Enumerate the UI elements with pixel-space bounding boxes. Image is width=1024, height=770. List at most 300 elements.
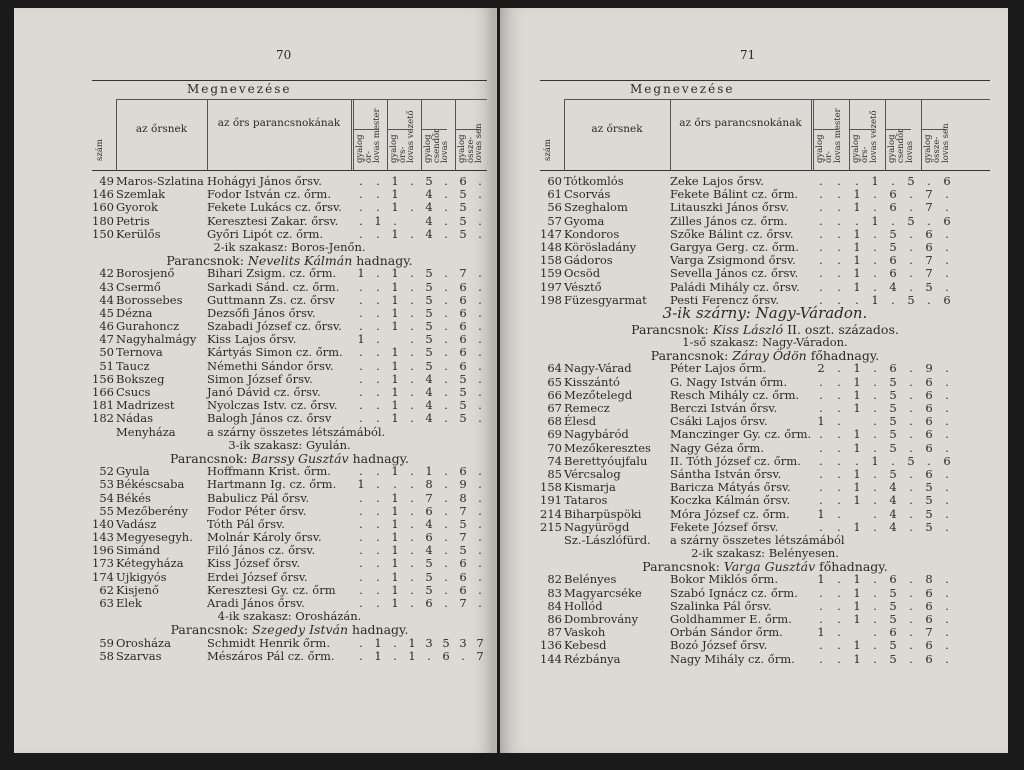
station-name: Ternova: [116, 345, 163, 360]
count-cell: .: [837, 506, 841, 521]
header-col-2: lovas mester: [833, 108, 843, 163]
count-cell: .: [410, 530, 414, 545]
count-cell: 6: [925, 585, 933, 600]
header-rule: [116, 99, 487, 100]
count-cell: .: [478, 490, 482, 505]
count-cell: .: [359, 187, 363, 202]
commander-name: Péter Lajos őrm.: [670, 361, 767, 376]
count-cell: .: [945, 374, 949, 389]
count-cell: .: [819, 612, 823, 626]
count-cell: .: [909, 506, 913, 521]
count-cell: .: [410, 292, 414, 307]
count-cell: .: [873, 361, 877, 376]
count-cell: .: [359, 596, 363, 610]
count-cell: 5: [425, 345, 433, 360]
station-number: 148: [540, 239, 562, 254]
count-cell: .: [444, 411, 448, 426]
table-row: [92, 557, 487, 570]
count-cell: .: [478, 582, 482, 597]
count-cell: .: [909, 651, 913, 666]
count-cell: .: [359, 556, 363, 571]
count-cell: .: [945, 506, 949, 521]
station-number: 147: [540, 226, 562, 241]
count-cell: 1: [853, 279, 861, 294]
count-cell: 5: [459, 385, 467, 399]
count-cell: .: [410, 398, 414, 413]
count-cell: .: [478, 174, 482, 188]
count-cell: .: [478, 358, 482, 373]
count-cell: 5: [907, 213, 915, 228]
station-name: Kismarja: [564, 480, 616, 495]
count-cell: 1: [853, 361, 861, 376]
table-row: [540, 521, 990, 534]
count-cell: 5: [889, 651, 897, 666]
count-cell: .: [855, 292, 859, 307]
count-cell: 1: [853, 427, 861, 442]
count-cell: .: [945, 361, 949, 376]
count-cell: .: [837, 187, 841, 202]
station-number: 140: [92, 516, 114, 531]
section-commander-part: Záray Ödön: [732, 348, 807, 364]
count-cell: 6: [925, 401, 933, 415]
header-rule: [421, 129, 447, 130]
count-cell: .: [945, 572, 949, 587]
count-cell: .: [837, 585, 841, 600]
count-cell: 6: [889, 200, 897, 215]
count-cell: .: [359, 226, 363, 241]
header-divider: [921, 99, 922, 171]
header-col-commander: az őrs parancsnokának: [217, 117, 341, 129]
count-cell: .: [945, 625, 949, 640]
station-name: Hollód: [564, 598, 603, 613]
count-cell: .: [444, 582, 448, 597]
header-title: Megnevezése: [630, 82, 735, 96]
table-row: [540, 376, 990, 389]
count-cell: .: [909, 401, 913, 415]
count-cell: .: [410, 503, 414, 518]
count-cell: 1: [391, 345, 399, 360]
commander-name: Sevella János cz. őrsv.: [670, 266, 799, 281]
station-number: 68: [547, 414, 562, 429]
count-cell: .: [819, 266, 823, 281]
count-cell: .: [376, 358, 380, 373]
count-cell: 1: [391, 503, 399, 518]
count-cell: .: [444, 305, 448, 320]
count-cell: .: [837, 239, 841, 254]
table-row: [540, 281, 990, 294]
count-cell: 5: [425, 292, 433, 307]
count-cell: .: [873, 480, 877, 495]
count-cell: .: [873, 493, 877, 508]
header-divider: [670, 99, 671, 171]
commander-name: Kártyás Simon cz. őrm.: [207, 345, 343, 360]
header-divider: [811, 99, 812, 171]
count-cell: .: [837, 453, 841, 468]
count-cell: .: [444, 292, 448, 307]
commander-name: Némethi Sándor őrsv.: [207, 358, 334, 373]
table-header: [540, 81, 990, 171]
count-cell: .: [873, 387, 877, 402]
count-cell: 5: [459, 187, 467, 202]
count-cell: .: [873, 401, 877, 415]
count-cell: .: [444, 596, 448, 610]
station-number: 70: [547, 440, 562, 455]
count-cell: 7: [925, 253, 933, 268]
table-row: [540, 587, 990, 600]
count-cell: 6: [459, 464, 467, 479]
header-rule: [813, 129, 839, 130]
count-cell: .: [927, 453, 931, 468]
count-cell: .: [359, 292, 363, 307]
table-row: [92, 650, 487, 663]
count-cell: .: [359, 635, 363, 650]
count-cell: .: [927, 213, 931, 228]
section-heading-part: 2-ik szakasz: Boros-Jenőn.: [213, 239, 366, 254]
table-row: [540, 455, 990, 468]
count-cell: .: [873, 585, 877, 600]
header-col-1: gyalog őr-: [355, 134, 374, 163]
count-cell: .: [837, 200, 841, 215]
count-cell: 6: [889, 625, 897, 640]
header-divider: [849, 99, 850, 171]
station-number: 47: [99, 332, 114, 347]
count-cell: 6: [925, 598, 933, 613]
table-row: [540, 494, 990, 507]
station-name: Szemlak: [116, 187, 166, 202]
header-col-3: gyalog őrs-: [389, 134, 408, 163]
commander-name: Fekete József őrsv.: [670, 519, 779, 534]
count-cell: 7: [925, 200, 933, 215]
station-name: Sz.-Lászlófürd.: [564, 532, 651, 547]
station-name: Körösladány: [564, 239, 637, 254]
count-cell: .: [873, 239, 877, 254]
count-cell: .: [873, 519, 877, 534]
count-cell: 5: [889, 387, 897, 402]
header-rule: [564, 99, 990, 100]
commander-name: Szőke Bálint cz. őrsv.: [670, 226, 794, 241]
commander-name: Sántha István őrsv.: [670, 466, 782, 481]
count-cell: 1: [871, 292, 879, 307]
commander-name: Manczinger Gy. cz. őrm.: [670, 427, 812, 442]
commander-name: Schmidt Henrik őrm.: [207, 635, 330, 650]
count-cell: 1: [853, 387, 861, 402]
count-cell: 4: [425, 213, 433, 228]
count-cell: .: [873, 625, 877, 640]
station-name: Kisjenő: [116, 582, 159, 597]
station-name: Vésztő: [564, 279, 602, 294]
count-cell: 6: [889, 253, 897, 268]
count-cell: .: [478, 371, 482, 386]
table-row: [92, 281, 487, 294]
commander-name: Szabó Ignácz cz. őrm.: [670, 585, 798, 600]
count-cell: 1: [391, 174, 399, 188]
count-cell: .: [837, 361, 841, 376]
count-cell: 1: [853, 598, 861, 613]
header-divider: [116, 99, 117, 171]
section-commander-part: Nevelits Kálmán: [247, 253, 353, 269]
count-cell: 1: [871, 174, 879, 188]
header-rule: [885, 129, 911, 130]
station-number: 82: [547, 572, 562, 587]
station-name: Dézna: [116, 305, 153, 320]
count-cell: .: [909, 612, 913, 626]
count-cell: 9: [925, 361, 933, 376]
station-number: 214: [540, 506, 562, 521]
count-cell: .: [837, 625, 841, 640]
station-name: Gurahoncz: [116, 319, 180, 334]
count-cell: .: [873, 253, 877, 268]
count-cell: .: [909, 625, 913, 640]
count-cell: 5: [425, 305, 433, 320]
commander-name: Paládi Mihály cz. őrsv.: [670, 279, 800, 294]
station-name: Nádas: [116, 411, 154, 426]
table-row: [92, 637, 487, 650]
count-cell: .: [478, 596, 482, 610]
count-cell: 1: [425, 464, 433, 479]
count-cell: 5: [459, 398, 467, 413]
station-name: Szeghalom: [564, 200, 628, 215]
count-cell: .: [909, 638, 913, 653]
count-cell: 6: [925, 374, 933, 389]
count-cell: 1: [391, 279, 399, 294]
page-number: 70: [276, 48, 292, 62]
count-cell: .: [837, 638, 841, 653]
count-cell: .: [945, 239, 949, 254]
count-cell: .: [837, 174, 841, 188]
count-cell: .: [837, 213, 841, 228]
station-name: Nagybáród: [564, 427, 629, 442]
section-heading-part: 4-ik szakasz: Orosházán.: [217, 609, 362, 624]
count-cell: .: [376, 530, 380, 545]
count-cell: .: [837, 292, 841, 307]
count-cell: .: [376, 279, 380, 294]
count-cell: 3: [425, 635, 433, 650]
count-cell: .: [444, 543, 448, 558]
station-name: Mezőtelegd: [564, 387, 633, 402]
count-cell: 6: [459, 305, 467, 320]
station-name: Nagyhalmágy: [116, 332, 197, 347]
count-cell: .: [444, 530, 448, 545]
count-cell: .: [873, 226, 877, 241]
section-commander-part: Barssy Gusztáv: [251, 450, 349, 466]
count-cell: 7: [476, 648, 484, 663]
table-row: [92, 346, 487, 359]
commander-name: Litauszki János őrsv.: [670, 200, 789, 215]
header-col-6: lovas: [440, 140, 450, 163]
count-cell: .: [359, 200, 363, 215]
count-cell: 7: [459, 530, 467, 545]
station-name: Petris: [116, 213, 150, 228]
section-commander-part: Parancsnok:: [650, 348, 729, 364]
station-name: Menyháza: [116, 424, 176, 439]
count-cell: .: [945, 612, 949, 626]
count-cell: 1: [853, 239, 861, 254]
header-divider: [813, 99, 814, 171]
count-cell: .: [376, 477, 380, 492]
station-number: 144: [540, 651, 562, 666]
count-cell: .: [359, 305, 363, 320]
table-row: [540, 442, 990, 455]
count-cell: .: [478, 530, 482, 545]
count-cell: .: [819, 440, 823, 455]
header-title: Megnevezése: [187, 82, 292, 96]
count-cell: .: [909, 361, 913, 376]
count-cell: .: [855, 213, 859, 228]
count-cell: .: [837, 279, 841, 294]
count-cell: 5: [925, 480, 933, 495]
table-header: [92, 81, 487, 171]
count-cell: .: [410, 371, 414, 386]
count-cell: .: [376, 398, 380, 413]
count-cell: 6: [925, 638, 933, 653]
count-cell: 5: [425, 556, 433, 571]
count-cell: .: [819, 585, 823, 600]
count-cell: .: [855, 174, 859, 188]
count-cell: 1: [853, 401, 861, 415]
station-number: 66: [547, 387, 562, 402]
count-cell: 1: [853, 440, 861, 455]
count-cell: .: [909, 598, 913, 613]
station-number: 60: [547, 174, 562, 188]
count-cell: 1: [391, 226, 399, 241]
station-number: 87: [547, 625, 562, 640]
header-col-number: szám: [95, 139, 105, 161]
count-cell: 1: [853, 200, 861, 215]
count-cell: 1: [357, 332, 365, 347]
count-cell: .: [359, 569, 363, 584]
count-cell: .: [909, 187, 913, 202]
count-cell: .: [927, 292, 931, 307]
header-divider: [207, 99, 208, 171]
count-cell: .: [359, 490, 363, 505]
count-cell: .: [359, 371, 363, 386]
count-cell: .: [410, 319, 414, 334]
count-cell: .: [410, 200, 414, 215]
count-cell: 1: [408, 648, 416, 663]
station-name: Vaskoh: [564, 625, 606, 640]
count-cell: .: [837, 427, 841, 442]
section-commander-part: főhadnagy.: [810, 348, 880, 364]
count-cell: 4: [425, 371, 433, 386]
count-cell: .: [376, 582, 380, 597]
count-cell: .: [478, 503, 482, 518]
table-row: [92, 412, 487, 425]
station-number: 45: [99, 305, 114, 320]
header-col-5: gyalog csendőr: [887, 128, 906, 163]
header-rule: [921, 129, 947, 130]
section-commander-part: Parancsnok:: [631, 321, 709, 337]
count-cell: 8: [459, 490, 467, 505]
count-cell: 1: [853, 572, 861, 587]
count-cell: 5: [925, 506, 933, 521]
station-number: 160: [92, 200, 114, 215]
station-name: Elek: [116, 596, 142, 610]
commander-name: Dezsőfi János őrsv.: [207, 305, 316, 320]
count-cell: .: [945, 598, 949, 613]
commander-name: Nyolczas Istv. cz. őrsv.: [207, 398, 338, 413]
count-cell: .: [945, 585, 949, 600]
count-cell: 1: [391, 266, 399, 281]
count-cell: 1: [817, 414, 825, 429]
count-cell: .: [819, 598, 823, 613]
count-cell: 5: [889, 414, 897, 429]
count-cell: .: [909, 440, 913, 455]
count-cell: .: [478, 292, 482, 307]
header-divider: [351, 99, 352, 171]
count-cell: 6: [943, 453, 951, 468]
station-name: Kondoros: [564, 226, 620, 241]
count-cell: .: [478, 385, 482, 399]
table-row: [540, 428, 990, 441]
commander-name: Hohágyi János őrsv.: [207, 174, 322, 188]
count-cell: .: [359, 398, 363, 413]
station-name: Magyarcséke: [564, 585, 642, 600]
count-cell: 6: [925, 387, 933, 402]
station-number: 54: [99, 490, 114, 505]
count-cell: 5: [459, 543, 467, 558]
count-cell: 6: [925, 239, 933, 254]
count-cell: 5: [425, 569, 433, 584]
count-cell: .: [376, 266, 380, 281]
count-cell: .: [945, 200, 949, 215]
count-cell: .: [410, 477, 414, 492]
station-name: Bokszeg: [116, 371, 165, 386]
station-name: Maros-Szlatina: [116, 174, 204, 188]
count-cell: 1: [853, 585, 861, 600]
header-rule: [353, 129, 379, 130]
count-cell: .: [393, 213, 397, 228]
count-cell: .: [478, 213, 482, 228]
commander-name: Keresztesi Zakar. őrsv.: [207, 213, 339, 228]
section-heading-part: 3-ik szakasz: Gyulán.: [228, 437, 351, 452]
count-cell: .: [891, 213, 895, 228]
count-cell: .: [837, 374, 841, 389]
count-cell: 1: [408, 635, 416, 650]
header-col-3: gyalog őrs-: [851, 134, 870, 163]
count-cell: .: [359, 174, 363, 188]
count-cell: 5: [889, 598, 897, 613]
commander-name: Simon József őrsv.: [207, 371, 313, 386]
count-cell: 5: [889, 401, 897, 415]
count-cell: .: [410, 582, 414, 597]
count-cell: 6: [889, 361, 897, 376]
count-cell: .: [873, 374, 877, 389]
count-cell: .: [444, 266, 448, 281]
count-cell: .: [410, 543, 414, 558]
count-cell: .: [909, 253, 913, 268]
count-cell: 1: [817, 625, 825, 640]
count-cell: .: [819, 493, 823, 508]
commander-name: a szárny összetes létszámából.: [207, 424, 386, 439]
section-commander-part: hadnagy.: [352, 622, 409, 638]
count-cell: 5: [459, 226, 467, 241]
count-cell: 1: [391, 411, 399, 426]
count-cell: .: [478, 516, 482, 531]
count-cell: .: [837, 266, 841, 281]
header-col-6: lovas: [905, 140, 915, 163]
station-number: 61: [547, 187, 562, 202]
count-cell: 1: [853, 226, 861, 241]
count-cell: .: [376, 292, 380, 307]
section-commander-part: Szegedy István: [252, 622, 349, 638]
count-cell: .: [945, 226, 949, 241]
count-cell: .: [819, 401, 823, 415]
station-name: Élesd: [564, 414, 597, 429]
count-cell: .: [819, 638, 823, 653]
station-name: Madrizest: [116, 398, 175, 413]
count-cell: .: [444, 556, 448, 571]
count-cell: 1: [391, 371, 399, 386]
